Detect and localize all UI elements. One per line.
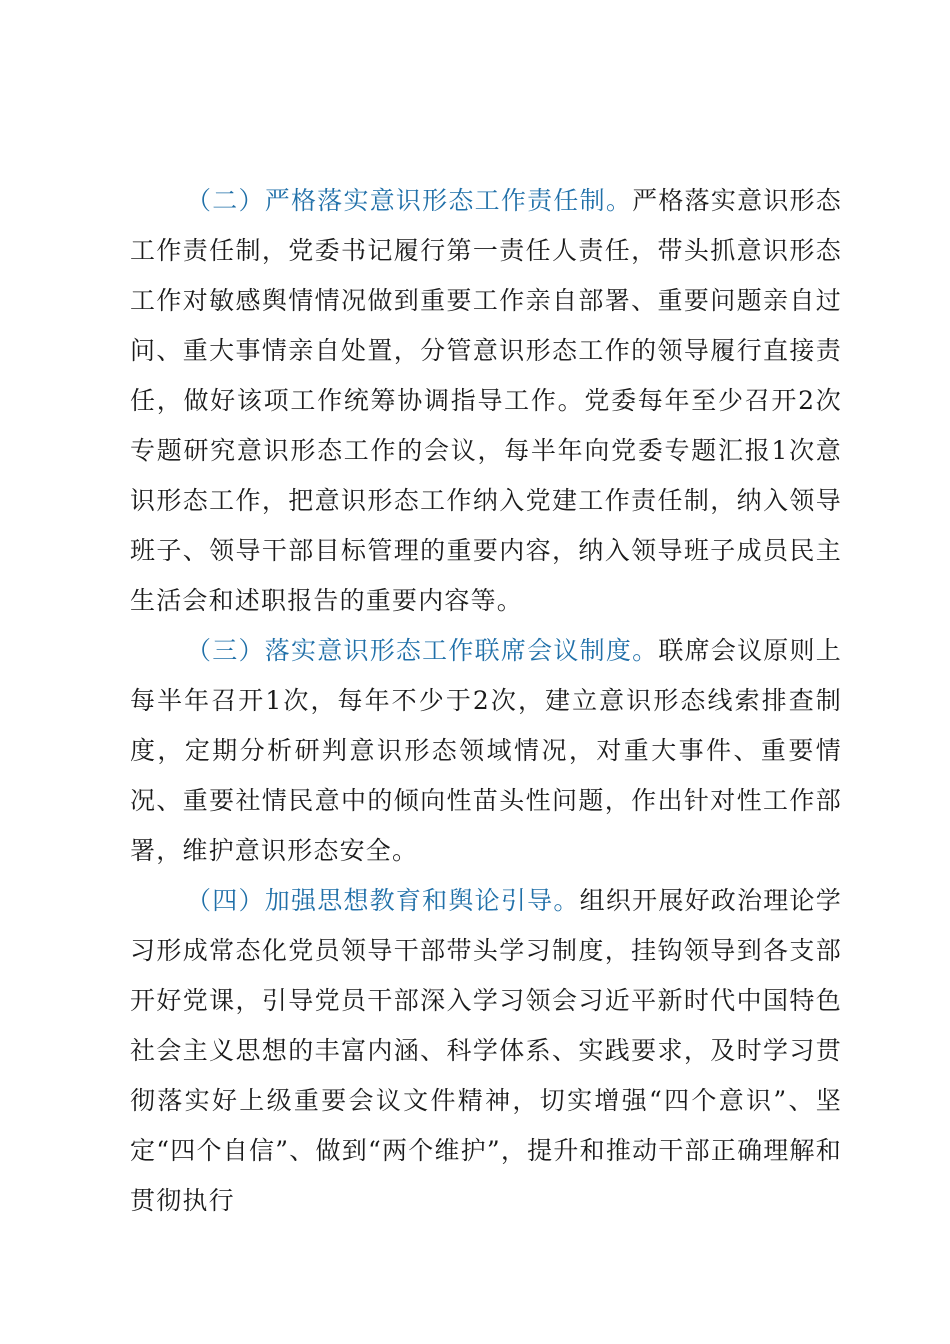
paragraph-joint-meeting-system xyxy=(130,626,842,876)
paragraph-responsibility-system xyxy=(130,176,842,626)
paragraph-text-3: 联席会议原则上每半年召开1次，每年不少于2次，建立意识形态线索排查制度，定期分析研判意识形态领域情况，对重大事件、重要情况、重要社情民意中的倾向性苗头性问题，作出针对性工作部署，维护意识形态安全。 xyxy=(130,636,842,865)
section-heading-4: （四）加强思想教育和舆论引导。 xyxy=(186,886,580,915)
section-heading-3: （三）落实意识形态工作联席会议制度。 xyxy=(186,636,659,665)
paragraph-text-4: 组织开展好政治理论学习形成常态化党员领导干部带头学习制度，挂钩领导到各支部开好党课，引导党员干部深入学习领会习近平新时代中国特色社会主义思想的丰富内涵、科学体系、实践要求，及时学习贯彻落实好上级重要会议文件精神，切实增强“四个意识”、坚定“四个自信”、做到“两个维护”，提升和推动干部正确理解和贯彻执行 xyxy=(130,886,842,1215)
paragraph-ideological-education xyxy=(130,876,842,1226)
document-body xyxy=(130,176,842,1226)
section-heading-2: （二）严格落实意识形态工作责任制。 xyxy=(186,186,633,215)
paragraph-text-2: 严格落实意识形态工作责任制，党委书记履行第一责任人责任，带头抓意识形态工作对敏感舆情情况做到重要工作亲自部署、重要问题亲自过问、重大事情亲自处置，分管意识形态工作的领导履行直接责任，做好该项工作统筹协调指导工作。党委每年至少召开2次专题研究意识形态工作的会议，每半年向党委专题汇报1次意识形态工作，把意识形态工作纳入党建工作责任制，纳入领导班子、领导干部目标管理的重要内容，纳入领导班子成员民主生活会和述职报告的重要内容等。 xyxy=(130,186,842,615)
